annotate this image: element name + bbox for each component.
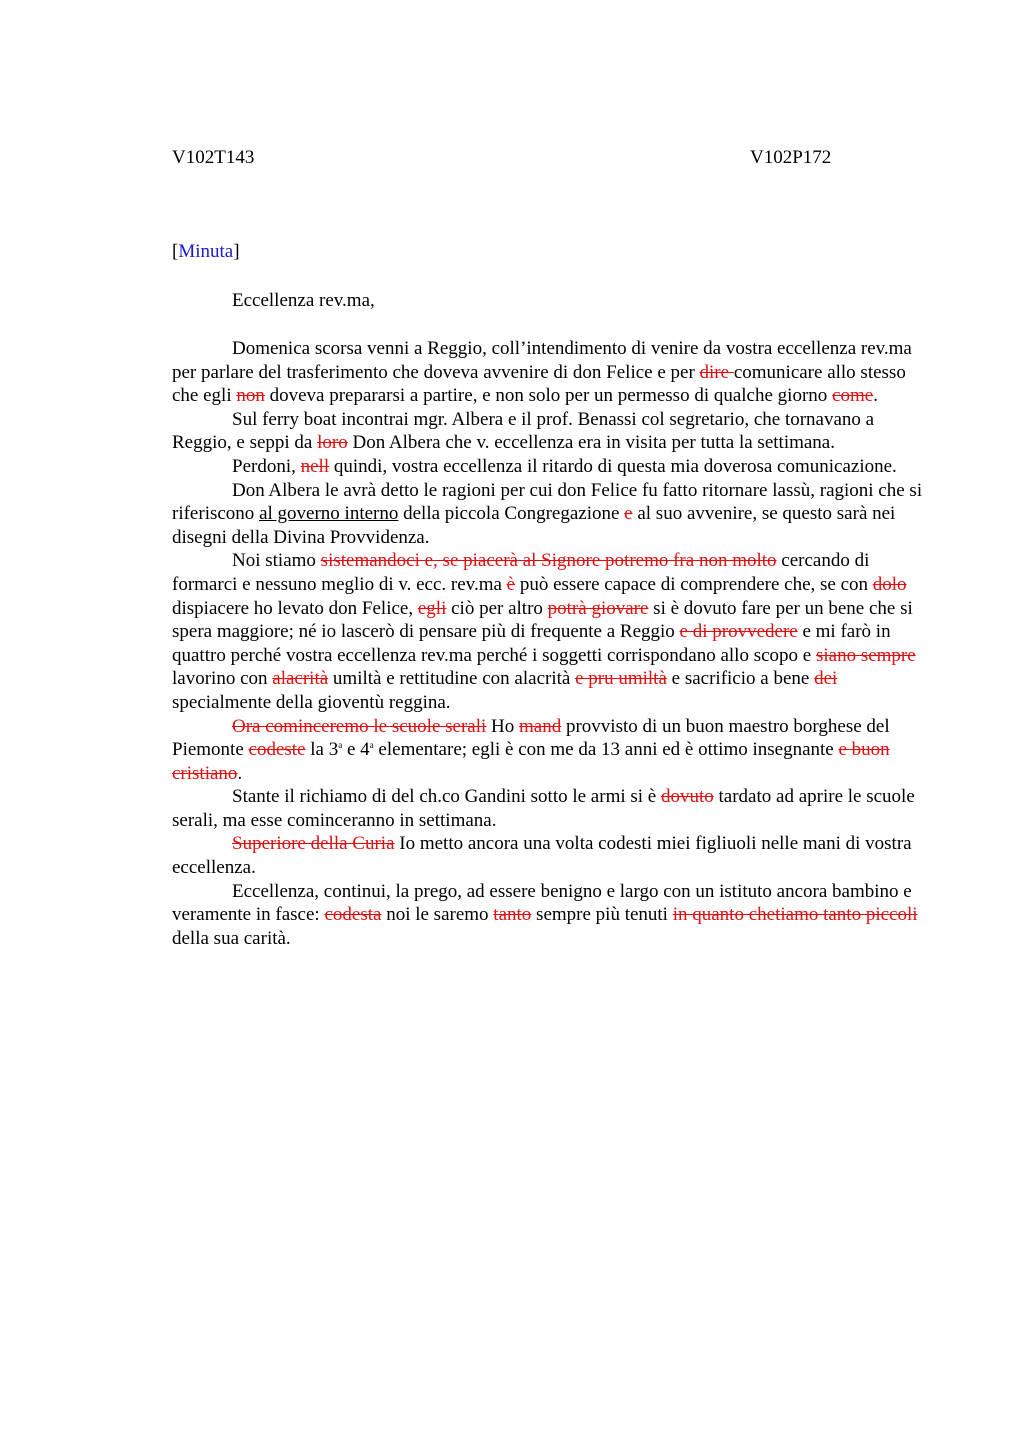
deleted-text: egli [417, 597, 447, 619]
text-segment: Perdoni, [232, 455, 301, 477]
deleted-text: siano sempre [815, 644, 916, 666]
deleted-text: e buon cristiano [172, 739, 890, 784]
deleted-text: mand [519, 715, 562, 737]
text-segment: comunicare allo stesso che egli [172, 361, 906, 407]
deleted-text: potrà giovare [547, 597, 649, 619]
text-segment: elementare; egli è con me da 13 anni ed è ottimo insegnante [373, 739, 839, 761]
text-segment: Don Albera che v. eccellenza era in visita per tutta la settimana. [347, 432, 835, 454]
text-segment: lavorino con [172, 668, 273, 690]
text-segment: sempre più tenuti [531, 904, 673, 926]
minuta-label [172, 241, 240, 263]
text-segment: e 4 [342, 739, 370, 761]
text-segment: al suo avvenire, se questo sarà nei disegni della Divina Provvidenza. [172, 503, 896, 548]
text-segment: dispiacere ho levato don Felice, [172, 597, 418, 619]
deleted-text: dei [814, 668, 838, 690]
letter-paragraph [172, 715, 932, 786]
text-segment: Sul ferry boat incontrai mgr. Albera e il prof. Benassi col segretario, che tornavano a Reggio, e seppi da [172, 408, 875, 454]
letter-paragraph [172, 337, 932, 408]
letter-paragraph [172, 785, 932, 832]
deleted-text: e pru umiltà [575, 668, 667, 690]
text-segment: specialmente della gioventù reggina. [172, 691, 451, 713]
deleted-text: è [506, 573, 516, 595]
text-segment: Noi stiamo [232, 550, 321, 572]
deleted-text: alacrità [272, 668, 329, 690]
minuta-word: Minuta [178, 241, 234, 262]
text-segment: doveva prepararsi a partire, e non solo per un permesso di qualche giorno [264, 385, 833, 407]
text-segment: Domenica scorsa venni a Reggio, coll’intendimento di venire da vostra eccellenza rev.ma per parlare del trasferimento che doveva avvenire di don Felice e per [172, 338, 912, 383]
text-segment: si è dovuto fare per un bene che si spera maggiore; né io lascerò di pensare più di frequente a Reggio [172, 597, 913, 643]
deleted-text: Ora cominceremo le scuole serali [232, 715, 487, 737]
deleted-text: e [624, 503, 633, 525]
letter-paragraph [172, 880, 932, 951]
salutation: Eccellenza rev.ma, [232, 290, 375, 311]
letter-paragraph [172, 479, 932, 550]
letter-paragraph [172, 408, 932, 455]
text-segment: la 3 [305, 739, 339, 761]
text-segment: cercando di formarci e nessuno meglio di v. ecc. rev.ma [172, 550, 870, 595]
deleted-text: e di provvedere [679, 621, 798, 643]
text-segment: della sua carità. [172, 927, 291, 949]
deleted-text: dire [699, 361, 734, 383]
deleted-text: codeste [248, 739, 306, 761]
deleted-text: loro [317, 432, 348, 454]
text-segment: Don Albera le avrà detto le ragioni per cui don Felice fu fatto ritornare lassù, ragioni che si riferiscono [172, 479, 923, 525]
text-segment: Ho [486, 715, 520, 737]
underlined-text: al governo interno [259, 503, 399, 525]
deleted-text: dolo [872, 573, 907, 595]
ordinal-superscript: a [369, 740, 374, 751]
ordinal-superscript: a [338, 740, 343, 751]
letter-paragraph [172, 549, 932, 714]
deleted-text: sistemandoci e, se piacerà al Signore potremo fra non molto [320, 550, 777, 572]
deleted-text: Superiore della Curia [232, 833, 395, 855]
text-segment: . [873, 385, 878, 407]
deleted-text: in quanto chetiamo tanto piccoli [672, 904, 918, 926]
text-segment: e sacrificio a bene [666, 668, 815, 690]
text-segment: Stante il richiamo di del ch.co Gandini sotto le armi si è [232, 786, 661, 808]
text-segment: Eccellenza, continui, la prego, ad essere benigno e largo con un istituto ancora bambino e veramente in fasce: [172, 880, 912, 926]
deleted-text: tanto [493, 904, 532, 926]
document-code-right: V102P172 [750, 147, 832, 168]
minuta-bracket-close: ] [233, 241, 240, 262]
deleted-text: come [832, 385, 874, 407]
minuta-bracket-open: [ [172, 241, 179, 262]
text-segment: ciò per altro [446, 597, 548, 619]
text-segment: quindi, vostra eccellenza il ritardo di questa mia doverosa comunicazione. [329, 455, 897, 477]
letter-paragraph [172, 832, 932, 879]
document-code-left: V102T143 [172, 147, 255, 168]
text-segment: e mi farò in quattro perché vostra eccellenza rev.ma perché i soggetti corrispondano allo scopo e [172, 621, 891, 666]
deleted-text: nell [300, 455, 330, 477]
letter-paragraph [172, 455, 932, 479]
text-segment: può essere capace di comprendere che, se con [515, 573, 873, 595]
text-segment: Io metto ancora una volta codesti miei figliuoli nelle mani di vostra eccellenza. [172, 833, 912, 879]
text-segment: . [237, 762, 243, 784]
deleted-text: codesta [324, 904, 382, 926]
deleted-text: dovuto [660, 786, 714, 808]
deleted-text: non [236, 385, 265, 407]
text-segment: della piccola Congregazione [398, 503, 625, 525]
text-segment: umiltà e rettitudine con alacrità [328, 668, 576, 690]
text-segment: tardato ad aprire le scuole serali, ma esse cominceranno in settimana. [172, 786, 915, 831]
text-segment: provvisto di un buon maestro borghese del Piemonte [172, 715, 890, 761]
text-segment: noi le saremo [381, 904, 494, 926]
letter-body [172, 337, 932, 950]
